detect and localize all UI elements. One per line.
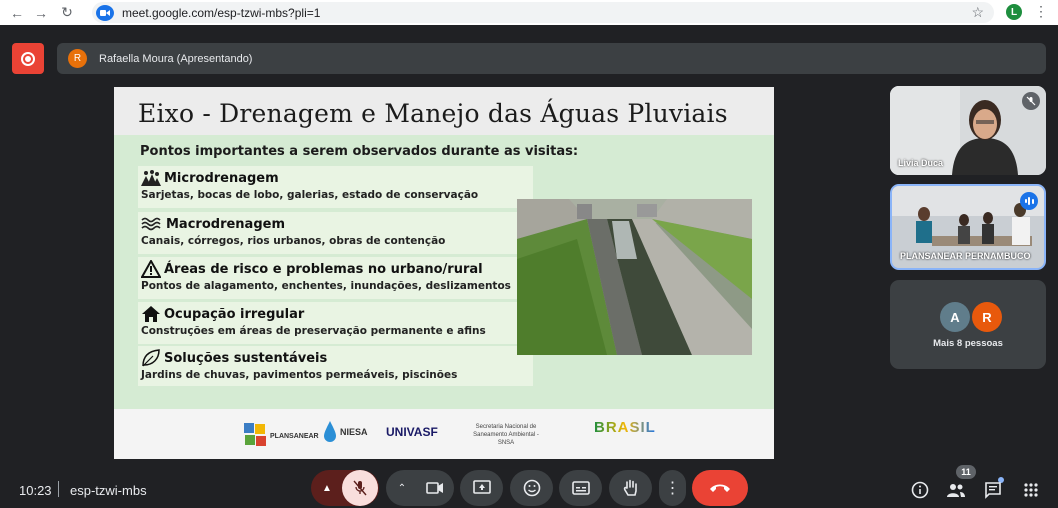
others-label: Mais 8 pessoas [933,338,1003,349]
reload-icon[interactable]: ↻ [61,4,73,20]
others-avatars [940,302,1002,332]
mic-off-icon [1022,92,1040,110]
info-icon [911,481,929,499]
url-text: meet.google.com/esp-tzwi-mbs?pli=1 [122,5,321,20]
niesa-logo: NIESA [322,420,368,444]
drainage-canal-photo [517,199,752,355]
slide-item [138,302,533,344]
brasil-logo: BRASIL [594,419,656,436]
item-heading: Microdrenagem [164,170,279,186]
people-icon [946,482,966,498]
item-detail: Canais, córregos, rios urbanos, obras de contenção [141,235,446,247]
slide-item [138,166,533,208]
emoji-icon [523,479,541,497]
bookmark-star-icon[interactable]: ☆ [971,4,984,20]
recording-icon[interactable] [12,43,44,74]
more-options-button[interactable] [659,470,686,506]
avatar: A [940,302,970,332]
waves-icon [141,217,163,231]
avatar: R [972,302,1002,332]
leaf-icon [141,349,161,367]
meeting-time: 10:23 [19,483,52,498]
hang-up-icon [709,483,731,493]
slide-item [138,212,533,254]
address-bar[interactable] [92,2,994,23]
forward-icon[interactable]: → [34,4,48,21]
chat-button[interactable] [981,478,1005,502]
leave-call-button[interactable] [692,470,748,506]
hand-icon [623,479,639,497]
house-icon [141,305,161,323]
item-heading: Áreas de risco e problemas no urbano/rural [164,261,483,277]
others-tile[interactable] [890,280,1046,369]
mic-off-icon [353,480,367,496]
camera-group [386,470,454,506]
slide-title: Eixo - Drenagem e Manejo das Águas Pluviais [114,87,774,135]
item-detail: Pontos de alagamento, enchentes, inundações, deslizamentos [141,280,511,292]
shared-slide [114,87,774,459]
emoji-button[interactable] [510,470,553,506]
browser-menu-icon[interactable]: ⋮ [1034,3,1048,19]
presenter-bar [57,43,1046,74]
activities-button[interactable] [1019,478,1043,502]
mic-group [311,470,379,506]
plansanear-logo: PLANSANEAR [242,421,319,451]
meeting-info-button[interactable] [908,478,932,502]
captions-icon [572,481,590,495]
slide-item [138,346,533,386]
puzzle-logo-icon [242,421,268,451]
slide-subtitle: Pontos importantes a serem observados durante as visitas: [140,144,579,159]
item-heading: Soluções sustentáveis [164,350,328,366]
item-detail: Sarjetas, bocas de lobo, galerias, estado de conservação [141,189,479,201]
item-heading: Macrodrenagem [166,216,285,232]
item-detail: Construções em áreas de preservação permanente e afins [141,325,486,337]
raise-hand-button[interactable] [609,470,652,506]
apps-grid-icon [1023,482,1039,498]
participant-count-badge: 11 [956,465,976,479]
snsa-logo: Secretaria Nacional de Saneamento Ambiental - SNSA [473,424,539,446]
camera-button[interactable] [417,482,453,494]
people-icon [141,170,161,186]
present-button[interactable] [460,470,503,506]
water-drop-icon [322,420,338,444]
univasf-logo: UNIVASF [386,425,438,439]
captions-button[interactable] [559,470,602,506]
browser-toolbar [0,0,1058,25]
participant-tile[interactable] [890,184,1046,270]
presenter-label: Rafaella Moura (Apresentando) [99,52,253,65]
mic-off-button[interactable] [342,470,378,506]
profile-avatar[interactable]: L [1006,4,1022,20]
divider [58,481,59,497]
camera-icon [426,482,444,494]
item-heading: Ocupação irregular [164,306,305,322]
slide-footer [114,409,774,459]
meeting-code: esp-tzwi-mbs [70,483,147,498]
participant-name: PLANSANEAR PERNAMBUCO [900,251,1031,261]
item-detail: Jardins de chuvas, pavimentos permeáveis, piscinões [141,369,458,381]
people-button[interactable] [944,478,968,502]
back-icon[interactable]: ← [10,4,24,21]
slide-item [138,257,533,299]
meet-site-icon [96,5,114,21]
speaking-indicator-icon [1020,192,1038,210]
participant-name: Livia Duca [898,158,944,168]
present-screen-icon [473,480,491,496]
chat-icon [984,481,1002,499]
mic-options-chevron-icon[interactable]: ▲ [322,482,332,494]
camera-options-chevron-icon[interactable]: ⌃ [397,482,407,494]
presenter-avatar: R [68,49,87,68]
warning-icon [141,260,161,278]
more-vert-icon: ⋮ [664,480,681,497]
participant-tile[interactable] [890,86,1046,175]
